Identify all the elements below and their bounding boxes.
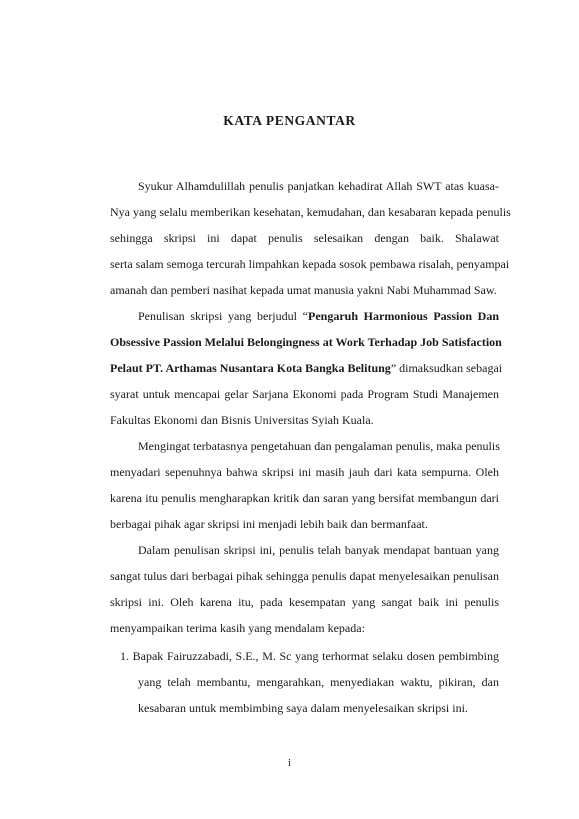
paragraph-line: amanah dan pemberi nasihat kepada umat manusia yakni Nabi Muhammad Saw. [110, 283, 497, 297]
list-item-line: kesabaran untuk membimbing saya dalam menyelesaikan skripsi ini. [138, 701, 468, 715]
paragraph-line: serta salam semoga tercurah limpahkan kepada sosok pembawa risalah, penyampai [110, 257, 510, 271]
paragraph-line: sangat tulus dari berbagai pihak sehingga penulis dapat menyelesaikan penulisan [110, 569, 499, 583]
paragraph-line: Fakultas Ekonomi dan Bisnis Universitas Syiah Kuala. [110, 413, 374, 427]
paragraph-line [110, 360, 503, 376]
paragraph-text: Penulisan skripsi yang berjudul “ [138, 309, 308, 323]
paragraph-line: menyadari sepenuhnya bahwa skripsi ini masih jauh dari kata sempurna. Oleh [110, 465, 499, 479]
list-item-line: yang telah membantu, mengarahkan, menyediakan waktu, pikiran, dan [138, 675, 499, 689]
paragraph-line: Nya yang selalu memberikan kesehatan, kemudahan, dan kesabaran kepada penulis [110, 205, 511, 219]
paragraph-line: Mengingat terbatasnya pengetahuan dan pengalaman penulis, maka penulis [138, 439, 500, 453]
page-number: i [287, 757, 292, 769]
page-title: KATA PENGANTAR [223, 113, 356, 128]
paragraph-text: ” dimaksudkan sebagai [390, 361, 503, 375]
paragraph-line [138, 308, 499, 324]
paragraph-line: berbagai pihak agar skripsi ini menjadi lebih baik dan bermanfaat. [110, 517, 428, 531]
paragraph-line: Dalam penulisan skripsi ini, penulis telah banyak mendapat bantuan yang [138, 543, 499, 557]
paragraph-line: sehingga skripsi ini dapat penulis selesaikan dengan baik. Shalawat [110, 231, 499, 245]
thesis-title-text: Pengaruh Harmonious Passion Dan [307, 309, 500, 323]
paragraph-line: Syukur Alhamdulillah penulis panjatkan kehadirat Allah SWT atas kuasa- [138, 179, 499, 193]
paragraph-line: karena itu penulis mengharapkan kritik dan saran yang bersifat membangun dari [110, 491, 499, 505]
list-item: 1. Bapak Fairuzzabadi, S.E., M. Sc yang terhormat selaku dosen pembimbing [120, 649, 499, 663]
thesis-title-text: Obsessive Passion Melalui Belongingness at Work Terhadap Job Satisfaction [110, 335, 502, 349]
thesis-title-text: Pelaut PT. Arthamas Nusantara Kota Bangka Belitung [110, 361, 391, 375]
paragraph-line: menyampaikan terima kasih yang mendalam kepada: [110, 621, 365, 635]
paragraph-line [110, 334, 502, 350]
paragraph-line: skripsi ini. Oleh karena itu, pada kesempatan yang sangat baik ini penulis [110, 595, 499, 609]
paragraph-line: syarat untuk mencapai gelar Sarjana Ekonomi pada Program Studi Manajemen [110, 387, 499, 401]
